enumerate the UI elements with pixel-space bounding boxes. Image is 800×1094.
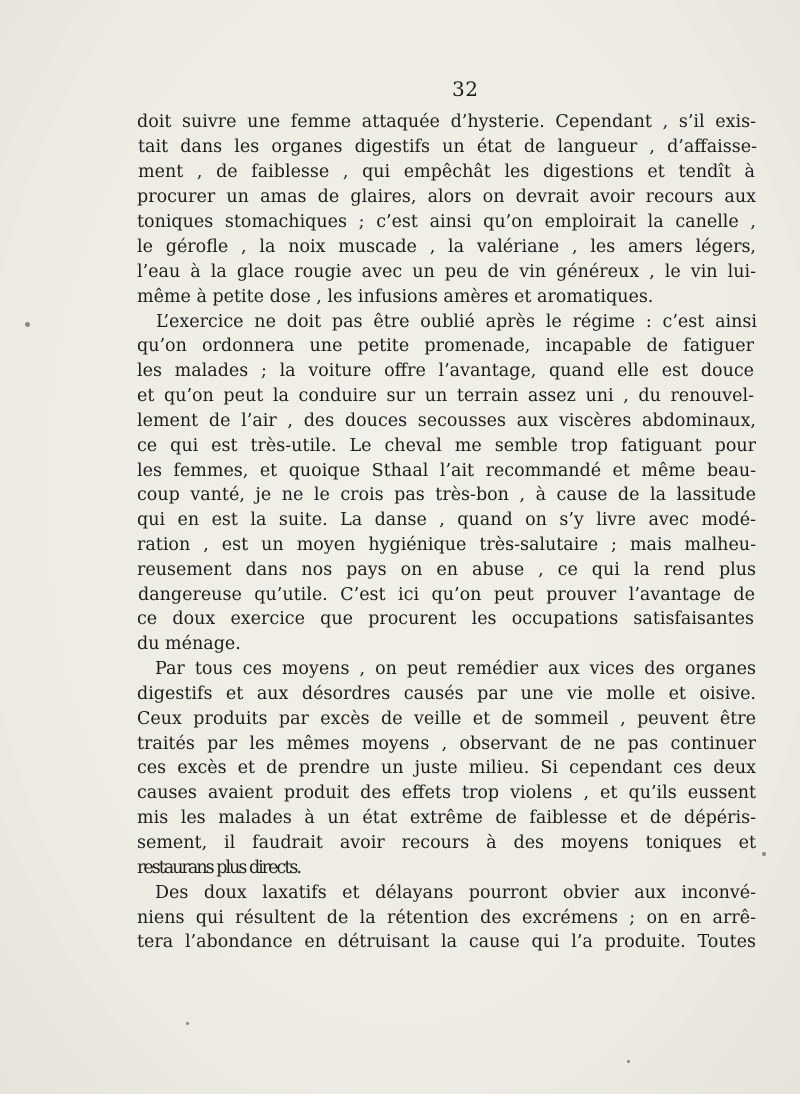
- text-line: les malades ; la voiture offre l’avantage, quand elle est douce: [137, 361, 754, 381]
- text-line: restaurans plus directs.: [137, 858, 300, 878]
- text-line: ration , est un moyen hygiénique très-salutaire ; mais malheu-: [137, 535, 756, 555]
- text-line: qui en est la suite. La danse , quand on s’y livre avec modé-: [137, 510, 756, 530]
- text-line: ce doux exercice que procurent les occupations satisfaisantes: [137, 609, 754, 629]
- text-line: mis les malades à un état extrême de faiblesse et de dépéris-: [137, 808, 756, 828]
- text-line: du ménage.: [137, 634, 241, 654]
- text-line: causes avaient produit des effets trop violens , et qu’ils eussent: [137, 783, 756, 803]
- text-line: les femmes, et quoique Sthaal l’ait recommandé et même beau-: [137, 461, 756, 481]
- text-line: même à petite dose , les infusions amères et aromatiques.: [137, 287, 654, 307]
- text-line: sement, il faudrait avoir recours à des moyens toniques et: [137, 833, 756, 853]
- text-line: ment , de faiblesse , qui empêchât les digestions et tendît à: [138, 162, 755, 182]
- paper-speck: [25, 322, 30, 327]
- text-line: l’eau à la glace rougie avec un peu de vin généreux , le vin lui-: [137, 262, 756, 282]
- paper-speck: [762, 852, 766, 856]
- text-line: le gérofle , la noix muscade , la valériane , les amers légers,: [137, 237, 756, 257]
- text-line: ce qui est très-utile. Le cheval me semble trop fatiguant pour: [137, 436, 756, 456]
- text-line: dangereuse qu’utile. C’est ici qu’on peut prouver l’avantage de: [138, 585, 755, 605]
- text-line: Ceux produits par excès de veille et de sommeil , peuvent être: [137, 709, 756, 729]
- text-line: tait dans les organes digestifs un état de langueur , d’affaisse-: [138, 137, 757, 157]
- text-line: L’exercice ne doit pas être oublié après le régime : c’est ainsi: [156, 312, 757, 332]
- text-line: qu’on ordonnera une petite promenade, incapable de fatiguer: [137, 336, 754, 356]
- text-line: toniques stomachiques ; c’est ainsi qu’on emploirait la canelle ,: [137, 212, 756, 232]
- text-line: Par tous ces moyens , on peut remédier aux vices des organes: [155, 659, 756, 679]
- text-line: niens qui résultent de la rétention des excrémens ; on en arrê-: [137, 908, 756, 928]
- text-line: digestifs et aux désordres causés par une vie molle et oisive.: [137, 684, 756, 704]
- text-line: procurer un amas de glaires, alors on devrait avoir recours aux: [137, 187, 756, 207]
- paper-speck: [627, 1060, 630, 1063]
- text-line: doit suivre une femme attaquée d’hysterie. Cependant , s’il exis-: [137, 112, 756, 132]
- page-number: 32: [452, 77, 479, 101]
- text-line: et qu’on peut la conduire sur un terrain assez uni , du renouvel-: [137, 386, 754, 406]
- text-line: reusement dans nos pays on en abuse , ce qui la rend plus: [137, 560, 756, 580]
- text-line: Des doux laxatifs et délayans pourront obvier aux inconvé-: [155, 883, 756, 903]
- text-line: traités par les mêmes moyens , observant de ne pas continuer: [137, 734, 756, 754]
- text-line: coup vanté, je ne le crois pas très-bon , à cause de la lassitude: [137, 485, 756, 505]
- text-line: ces excès et de prendre un juste milieu. Si cependant ces deux: [137, 758, 756, 778]
- text-line: tera l’abondance en détruisant la cause qui l’a produite. Toutes: [137, 932, 756, 952]
- paper-speck: [186, 1022, 189, 1025]
- text-line: lement de l’air , des douces secousses aux viscères abdominaux,: [137, 411, 756, 431]
